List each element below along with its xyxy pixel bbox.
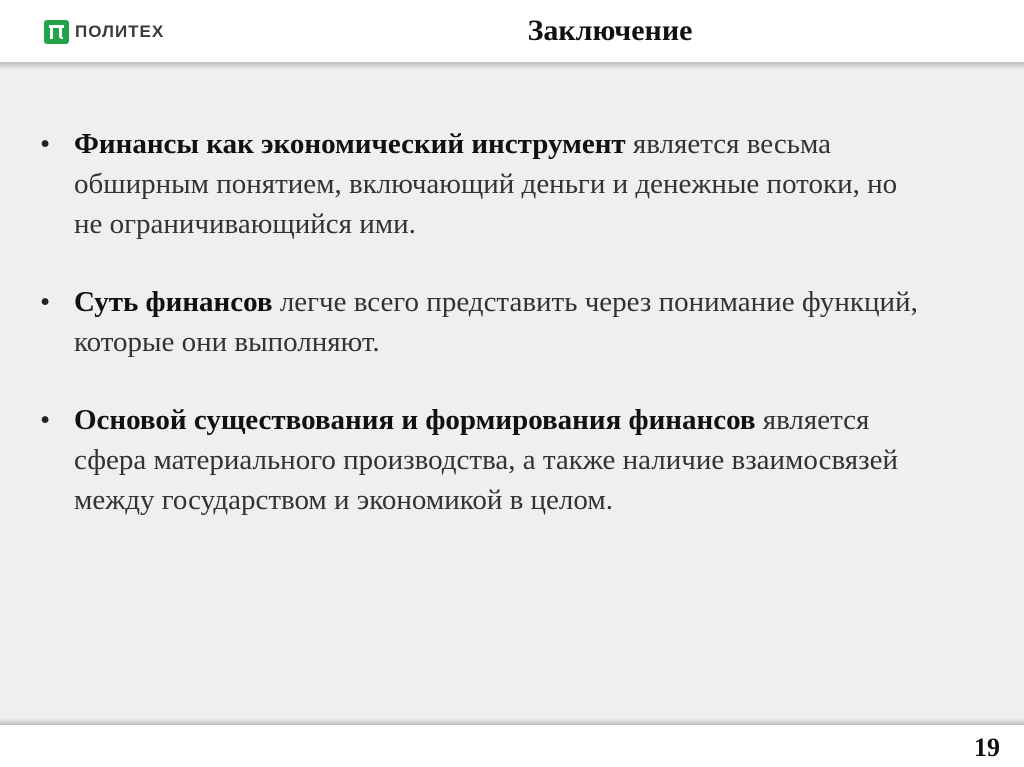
bullet-item [40, 400, 920, 520]
bullet-dot: • [40, 404, 51, 436]
bullet-list [40, 124, 920, 558]
bullet-item [40, 124, 920, 244]
header-divider [0, 62, 1024, 70]
logo [44, 20, 164, 44]
bullet-dot: • [40, 128, 51, 160]
page-number: 19 [974, 733, 1000, 762]
slide-title: Заключение [527, 14, 693, 47]
slide-footer [0, 725, 1024, 767]
bullet-dot: • [40, 286, 51, 318]
footer-divider [0, 718, 1024, 725]
bullet-text: является сфера материального производства, а также наличие взаимосвязей между государством и экономикой в целом. [74, 404, 898, 516]
bullet-bold-text: Суть финансов [74, 286, 273, 318]
bullet-bold-text: Финансы как экономический инструмент [74, 128, 626, 160]
bullet-text: является весьма обширным понятием, включающий деньги и денежные потоки, но не ограничивающийся ими. [74, 128, 898, 240]
slide-header [0, 0, 1024, 62]
bullet-item [40, 282, 920, 362]
bullet-bold-text: Основой существования и формирования финансов [74, 404, 756, 436]
bullet-text: легче всего представить через понимание функций, которые они выполняют. [74, 286, 918, 358]
logo-text: ПОЛИТЕХ [75, 22, 165, 41]
content-area [0, 70, 1024, 718]
politech-pi-icon [44, 20, 69, 44]
